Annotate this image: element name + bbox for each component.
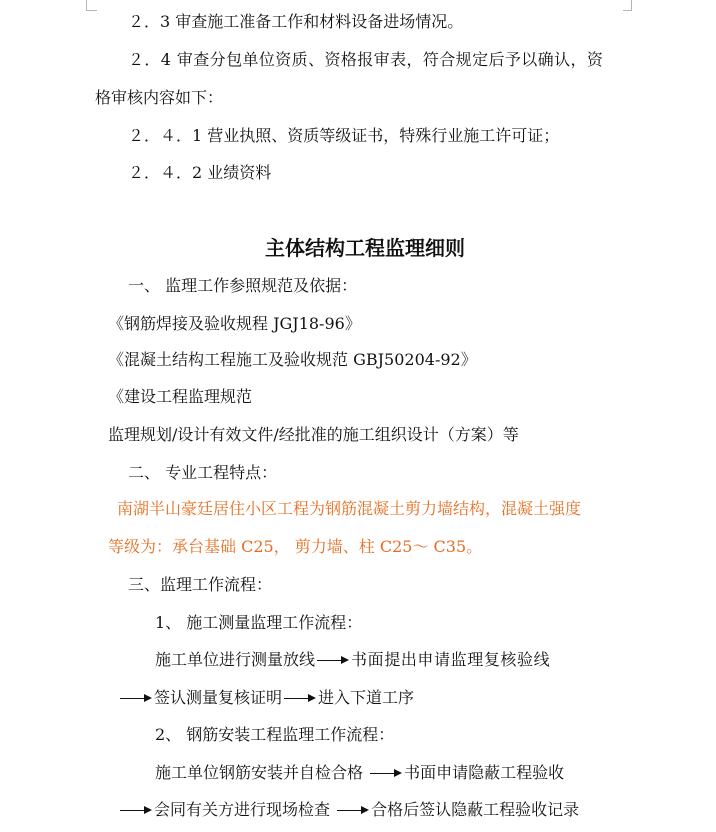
doc-line: 格审核内容如下： <box>95 88 224 107</box>
reference-item: 监理规划/设计有效文件/经批准的施工组织设计（方案）等 <box>108 425 519 444</box>
project-feature-text: 南湖半山豪廷居住小区工程为钢筋混凝土剪力墙结构，混凝土强度 <box>117 499 582 518</box>
flow-line <box>118 688 414 708</box>
reference-item: 《混凝土结构工程施工及验收规范 GBJ50204-92》 <box>108 350 477 369</box>
section-title: 主体结构工程监理细则 <box>265 236 465 260</box>
process-heading: 1、 施工测量监理工作流程： <box>155 613 363 632</box>
flow-step: 合格后签认隐蔽工程验收记录 <box>371 800 580 819</box>
flow-line <box>155 650 550 670</box>
reference-item: 《建设工程监理规范 <box>108 387 253 406</box>
project-feature-text: 等级为：承台基础 C25， 剪力墙、柱 C25～ C35。 <box>108 537 483 556</box>
flow-step: 进入下道工序 <box>318 688 415 707</box>
arrow-right-icon <box>370 763 402 783</box>
arrow-right-icon <box>284 688 316 708</box>
process-heading: 2、 钢筋安装工程监理工作流程： <box>155 725 395 744</box>
section-heading: 二、 专业工程特点： <box>128 463 278 482</box>
doc-line: ２．4 审查分包单位资质、资格报审表，符合规定后予以确认，资 <box>128 50 604 69</box>
flow-step: 书面申请隐蔽工程验收 <box>404 763 565 782</box>
flow-step: 会同有关方进行现场检查 <box>154 800 336 819</box>
doc-line: ２．3 审查施工准备工作和材料设备进场情况。 <box>128 12 464 31</box>
doc-line: ２．４．1 营业执照、资质等级证书，特殊行业施工许可证； <box>128 126 560 145</box>
arrow-right-icon <box>337 800 369 820</box>
flow-step: 施工单位钢筋安装并自检合格 <box>155 763 369 782</box>
arrow-right-icon <box>317 650 349 670</box>
arrow-right-icon <box>120 800 152 820</box>
section-heading: 三、监理工作流程： <box>128 575 273 594</box>
flow-step: 书面提出申请监理复核验线 <box>351 650 551 669</box>
arrow-right-icon <box>120 688 152 708</box>
page-corner-mark-left <box>86 0 97 11</box>
flow-step: 施工单位进行测量放线 <box>155 650 316 669</box>
flow-line <box>155 763 564 783</box>
flow-line <box>118 800 579 820</box>
reference-item: 《钢筋焊接及验收规程 JGJ18-96》 <box>108 314 361 333</box>
section-heading: 一、 监理工作参照规范及依据： <box>128 276 358 295</box>
doc-line: ２．４．2 业绩资料 <box>128 163 272 182</box>
flow-step: 签认测量复核证明 <box>154 688 283 707</box>
page-corner-mark-right <box>623 0 632 11</box>
